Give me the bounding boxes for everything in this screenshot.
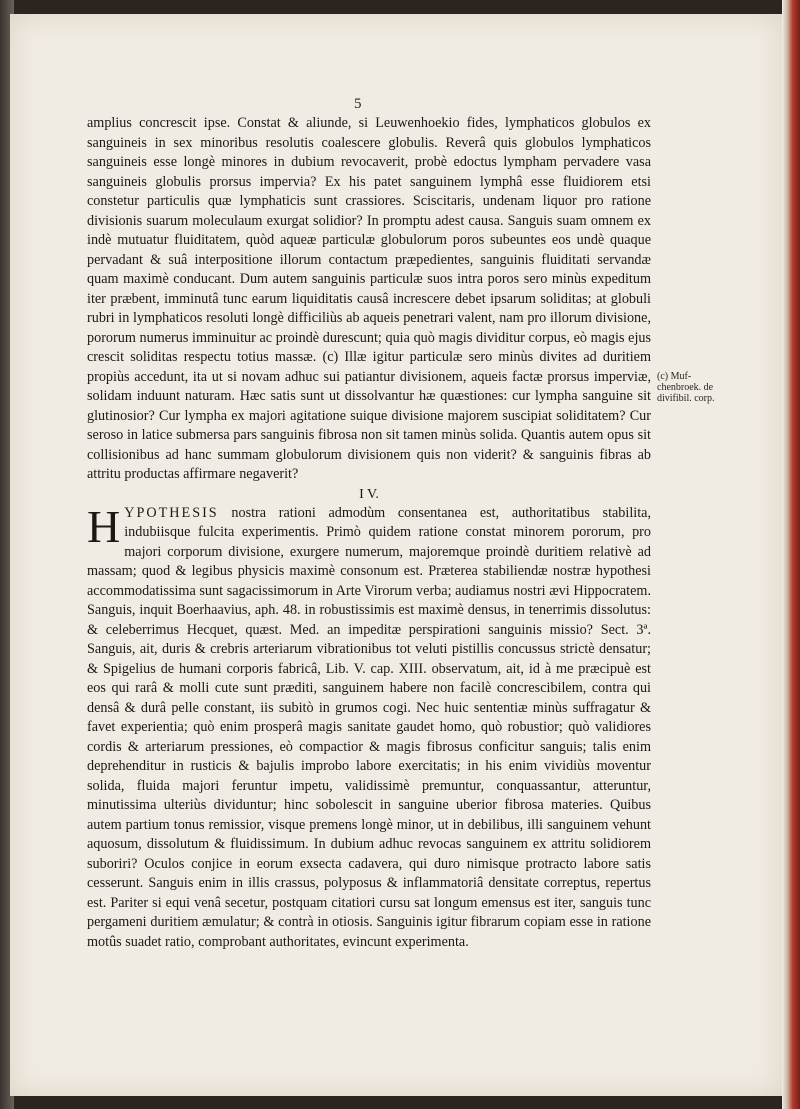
page-edge [782, 0, 800, 1109]
margin-note-line: (c) Muf- [657, 371, 692, 382]
section-heading: I V. [359, 486, 379, 502]
main-text [87, 114, 651, 952]
margin-note-line: chenbroek. de [657, 382, 714, 393]
paragraph-2 [87, 500, 652, 953]
paragraph-1: amplius concrescit ipse. Constat & aliunde, si Leuwenhoekio fides, lymphaticos globulos ex sanguineis in sex minoribus resolutis coalescere globulis. Reverâ quis globulos lymphaticos sanguineis esse longè minores in dubium revocaverit, probè edoctus lympham pervadere vasa sanguineis globulis prorsus impervia? Ex his patet sanguinem lymphâ esse fluidiorem etsi constetur particulis quæ lymphaticis sunt crassiores. Sciscitaris, undenam liquor pro ratione divisionis suarum moleculaum exurgat solidior? In promptu adest causa. Sanguis suam omnem ex indè mutuatur fluiditatem, quòd aqueæ particulæ globulorum poros subeuntes eos undè quaque pervadant & suâ interpositione illorum contactum præpedientes, sanguinis fluiditati servandæ quam maximè conducant. Dum autem sanguinis particulæ suos intra poros sero minùs expeditum iter præbent, imminutâ tunc earum liquiditatis causâ increscere debet ipsarum soliditas; at globuli rubri in lymphaticos resoluti longè difficiliùs ab aqueis penetrari valent, nam pro illorum divisione, pororum numerus imminuitur ac proindè durescunt; quia quò magis dividitur corpus, eò magis ejus crescit soliditas respectu totius massæ. (c) Illæ igitur particulæ sero minùs divites ad duritiem propiùs accedunt, ita ut si novam adhuc sui patiantur divisionem, aqueis factæ prorsus imperviæ, solidam induunt naturam. Hæc satis sunt ut dissolvantur hæ quæstiones: cur lympha sanguine sit glutinosior? Cur lympha ex majori agitatione suique divisione majorem suscipiat soliditatem? Cur seroso in latice submersa pars sanguinis fibrosa non sit tamen minùs solida. Quantis autem opus sit collisionibus ad hanc summam globulorum divisionem quis non viderit? & sanguinis fibras ab attritu productas affirmare negaverit? [87, 115, 651, 482]
margin-note [657, 371, 749, 404]
margin-note-line: divifibil. corp. [657, 393, 715, 404]
drop-cap: H [87, 500, 121, 552]
page-number: 5 [354, 96, 362, 112]
hypothesis-word: YPOTHESIS [124, 504, 219, 521]
paragraph-2-body: nostra rationi admodùm consentanea est, authoritatibus stabilita, indubiisque fulcita experimentis. Primò quidem ratione constat minorem pororum, pro majori corporum divisione, exurgere numerum, majoremque proindè duritiem relativè ad massam; quod & legibus physicis maximè consonum est. Præterea stabiliendæ nostræ hypothesi accommodatissima sunt sagacissimorum in Arte Virorum verba; audiamus nostri ævi Hippocratem. Sanguis, inquit Boerhaavius, aph. 48. in robustissimis est maximè densus, in tenerrimis dissolutus: & celeberrimus Hecquet, quæst. Med. an impeditæ perspirationi sanguinis missio? Sect. 3ª. Sanguis, ait, duris & crebris arteriarum vibrationibus tot veluti pistillis concussus strictè densatur; & Spigelius de humani corporis fabricâ, Lib. V. cap. XIII. observatum, ait, id à me præcipuè est eos qui rarâ & molli cute sunt præditi, sanguinem habere non facilè concrescibilem, contra qui densâ & durâ pelle constant, iis subitò in grumos cogi. Nec huic sententiæ minùs suffragatur & favet experientia; quò enim prosperâ magis sanitate gaudet homo, quò robustior; quò validiores cordis & arteriarum pressiones, eò compactior & magis fibrosus conficitur sanguis; talis enim deprehenditur in rusticis & bajulis improbo labore exercitatis; in his enim vividiùs moventur solida, fluida majori feruntur impetu, validissimè premuntur, conquassantur, atteruntur, minutissima ulteriùs dividuntur; hinc sobolescit in sanguine uberior fibrosa materies. Quibus autem partium tonus remissior, visque premens longè minor, ut in debilibus, illi sanguinem vehunt aquosum, dissolutum & fluidissimum. In dubium adhuc revocas sanguinem ex attritu solidiorem suboriri? Oculos conjice in eorum exsecta cadavera, qui duro nimisque protracto labore satis cesserunt. Sanguis enim in illis crassus, polyposus & inflammatoriâ densitate correptus, repertus est. Pariter si equi venâ secetur, postquam citatiori cursu sat longum emensus est iter, sanguis tunc pergameni duritiem æmulatur; & contrà in otiosis. Sanguinis igitur fibrarum copiam esse in ratione motûs suadet ratio, comprobant authoritates, evincunt experimenta. [87, 504, 652, 950]
